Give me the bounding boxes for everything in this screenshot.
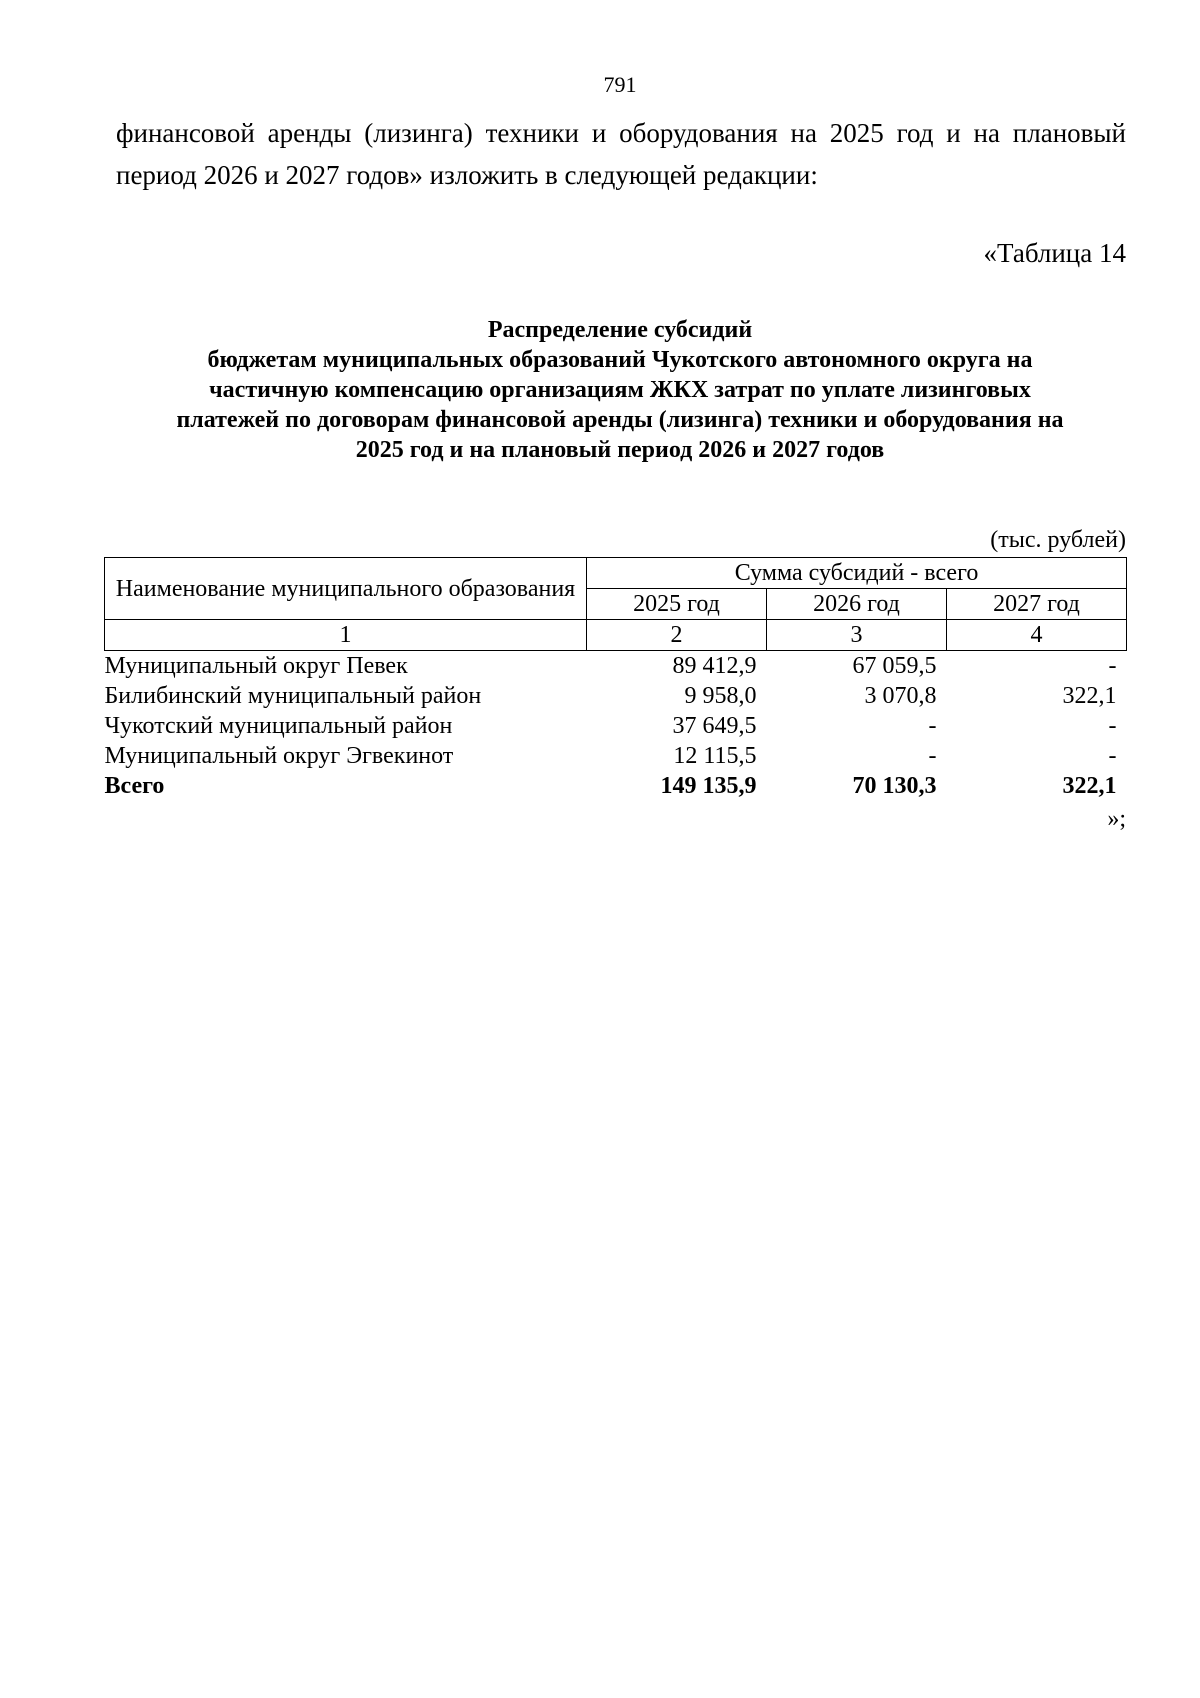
row-value-2025: 12 115,5	[673, 743, 757, 769]
header-name-column: Наименование муниципального образования	[105, 558, 587, 620]
header-year-2026: 2026 год	[767, 589, 947, 620]
table-row	[105, 651, 1127, 682]
column-number: 2	[587, 620, 767, 651]
table-title-line-4: платежей по договорам финансовой аренды (лизинга) техники и оборудования на	[176, 407, 1064, 433]
row-value-2026: -	[928, 743, 937, 769]
total-value-2026: 70 130,3	[852, 773, 937, 799]
header-sum-group: Сумма субсидий - всего	[587, 558, 1127, 589]
table-title-line-2: бюджетам муниципальных образований Чукотского автономного округа на	[207, 347, 1033, 373]
total-value-2025: 149 135,9	[660, 773, 757, 799]
row-value-2027: -	[1108, 653, 1117, 679]
table-row	[105, 711, 1127, 741]
column-number: 1	[105, 620, 587, 651]
column-number-row	[105, 620, 1127, 651]
row-name: Муниципальный округ Эгвекинот	[104, 743, 454, 769]
total-value-2027: 322,1	[1062, 773, 1117, 799]
header-year-2027: 2027 год	[947, 589, 1127, 620]
row-name: Муниципальный округ Певек	[104, 653, 408, 679]
intro-line-1: финансовой аренды (лизинга) техники и оборудования на 2025 год и на плановый	[116, 118, 1126, 148]
row-name: Чукотский муниципальный район	[104, 713, 453, 739]
page-number: 791	[603, 72, 637, 97]
intro-paragraph	[116, 112, 1126, 196]
header-year-2025: 2025 год	[587, 589, 767, 620]
row-value-2027: -	[1108, 743, 1117, 769]
row-value-2025: 9 958,0	[684, 683, 757, 709]
header-row-1	[105, 558, 1127, 589]
table-title-line-1: Распределение субсидий	[487, 317, 753, 343]
subsidy-table	[104, 557, 1127, 801]
table-label: «Таблица 14	[983, 238, 1126, 268]
row-value-2025: 89 412,9	[672, 653, 757, 679]
row-value-2027: 322,1	[1062, 683, 1117, 709]
table-title-line-5: 2025 год и на плановый период 2026 и 2027 годов	[355, 437, 885, 463]
row-value-2027: -	[1108, 713, 1117, 739]
table-row	[105, 741, 1127, 771]
row-value-2025: 37 649,5	[672, 713, 757, 739]
table-row	[105, 681, 1127, 711]
row-value-2026: -	[928, 713, 937, 739]
column-number: 4	[947, 620, 1127, 651]
total-row	[105, 771, 1127, 801]
table-title	[100, 315, 1140, 465]
row-value-2026: 3 070,8	[864, 683, 937, 709]
column-number: 3	[767, 620, 947, 651]
intro-line-2: период 2026 и 2027 годов» изложить в следующей редакции:	[116, 160, 818, 190]
total-label: Всего	[104, 773, 165, 799]
table-title-line-3: частичную компенсацию организациям ЖКХ затрат по уплате лизинговых	[209, 377, 1031, 403]
closing-quote: »;	[1107, 806, 1126, 832]
units-label: (тыс. рублей)	[990, 527, 1126, 553]
row-name: Билибинский муниципальный район	[104, 683, 482, 709]
row-value-2026: 67 059,5	[852, 653, 937, 679]
